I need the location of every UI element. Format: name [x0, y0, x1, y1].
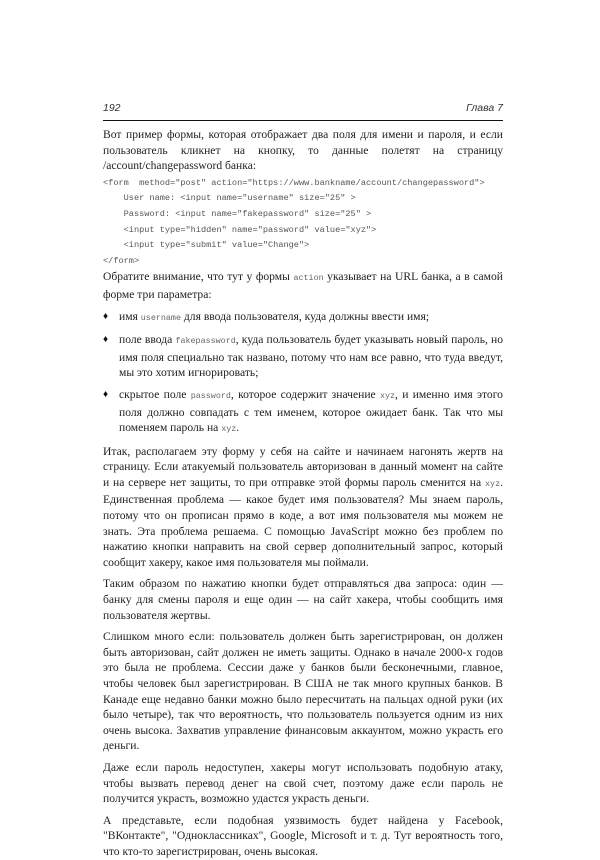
inline-code: password — [190, 390, 231, 401]
code-listing — [103, 176, 503, 270]
text: для ввода пользователя, куда должны ввести имя; — [181, 309, 430, 323]
code-line: <input type="submit" value="Change"> — [103, 240, 310, 251]
parameter-list — [103, 309, 503, 438]
body-paragraph: Даже если пароль недоступен, хакеры могут использовать подобную атаку, чтобы вызвать перевод денег на свой счет, поэтому даже если пароль не получится украсть, возможно удастся украсть деньги. — [103, 760, 503, 806]
text: , куда пользователь будет указывать новый пароль, но имя поля специально так названо, потому что нам все равно, что туда введут, мы это хотим игнорировать; — [119, 333, 504, 380]
code-line: Password: <input name="fakepassword" size="25" > — [103, 208, 372, 219]
diamond-bullet-icon: ♦ — [103, 310, 109, 322]
inline-code: action — [293, 273, 324, 284]
inline-code: xyz — [379, 390, 396, 401]
text: указывает на URL банка, а в самой форме три параметра: — [103, 270, 503, 301]
note-paragraph — [103, 269, 503, 302]
text: поле ввода — [119, 333, 176, 347]
inline-code: username — [140, 312, 181, 323]
diamond-bullet-icon: ♦ — [103, 334, 109, 346]
chapter-title: Глава 7 — [466, 102, 503, 115]
running-header — [103, 100, 503, 121]
text: , и именно имя этого поля должно совпадать с тем именем, которое ожидает банк. Так что мы поменяем пароль на — [119, 387, 503, 435]
text: , которое содержит значение — [230, 387, 380, 401]
book-page — [103, 100, 503, 860]
diamond-bullet-icon: ♦ — [103, 388, 109, 400]
text: имя — [119, 309, 141, 323]
code-line: <form method="post" action="https://www.bankname/account/changepassword"> — [103, 177, 485, 188]
list-item — [103, 332, 503, 381]
body-paragraph: Слишком много если: пользователь должен быть зарегистрирован, он должен быть авторизован, сайт должен не иметь защиты. Однако в начале 2000-х годов это была не проблема. Сессии даже у банков были бесконечными, главное, чтобы человек был зарегистрирован. В США не так много крупных банков. В Канаде еще недавно банки можно было пересчитать на пальцах одной руки (их было четыре), так что вероятность, что пользователь пользуется одним из них очень высока. Захватив управление финансовым аккаунтом, можно украсть его деньги. — [103, 630, 503, 753]
body-paragraph: Таким образом по нажатию кнопки будет отправляться два запроса: один — банку для смены пароля и еще один — на сайт хакера, чтобы сообщить имя пользователя жертвы. — [103, 577, 503, 622]
list-item — [103, 309, 503, 327]
attack-paragraph — [103, 444, 503, 571]
list-item — [103, 387, 503, 438]
text: Итак, располагаем эту форму у себя на сайте и начинаем нагонять жертв на страницу. Если атакуемый пользователь авторизован в данный момент на сайте и на сервере нет защиты, то при отправке этой формы пароль сменится на — [103, 444, 503, 489]
text: . Единственная проблема — какое будет имя пользователя? Мы знаем пароль, потому что он прописан прямо в коде, а вот имя пользователя мы можем не знать. Эта проблема решаема. С помощью JavaScript можно без проблем по нажатию кнопки направить на свой сервер дополнительный запрос, который сообщит хакеру, какое имя пользователя мы поймали. — [103, 475, 503, 569]
inline-code: xyz — [485, 478, 501, 489]
intro-paragraph: Вот пример формы, которая отображает два поля для имени и пароля, и если пользователь кликнет на кнопку, то данные полетят на страницу /account/changepassword банка: — [103, 128, 503, 173]
text: скрытое поле — [119, 387, 191, 401]
code-line: User name: <input name="username" size="25" > — [103, 193, 356, 204]
inline-code: xyz — [221, 424, 237, 435]
inline-code: fakepassword — [175, 336, 236, 347]
code-line: <input type="hidden" name="password" value="xyz"> — [103, 224, 377, 235]
text: Обратите внимание, что тут у формы — [103, 270, 294, 284]
body-paragraph: А представьте, если подобная уязвимость будет найдена у Facebook, "ВКонтакте", "Одноклассниках", Google, Microsoft и т. д. Тут вероятность того, что кто-то зарегистрирован, очень высокая. — [103, 813, 503, 858]
page-number: 192 — [103, 102, 121, 115]
code-line: </form> — [103, 255, 140, 266]
text: . — [236, 421, 240, 435]
